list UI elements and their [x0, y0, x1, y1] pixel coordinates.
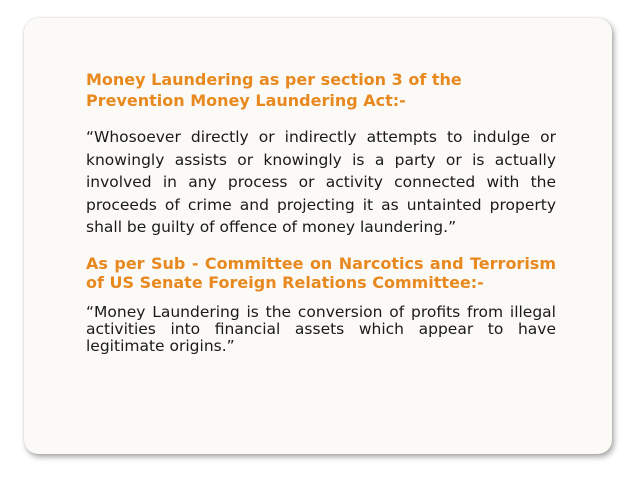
senate-committee-definition: “Money Laundering is the conversion of profits from illegal activities into financial assets which appear to have legitimate origins.” — [86, 302, 556, 355]
slide-content — [86, 69, 556, 355]
section-3-heading: Money Laundering as per section 3 of the Prevention Money Laundering Act:- — [86, 70, 462, 110]
section-3-definition: “Whosoever directly or indirectly attempts to indulge or knowingly assists or knowingly is a party or is actually involved in any process or activity connected with the proceeds of crime and projecting it as untainted property shall be guilty of offence of money laundering.” — [86, 128, 556, 236]
senate-committee-heading: As per Sub - Committee on Narcotics and Terrorism of US Senate Foreign Relations Committee:- — [86, 253, 556, 292]
